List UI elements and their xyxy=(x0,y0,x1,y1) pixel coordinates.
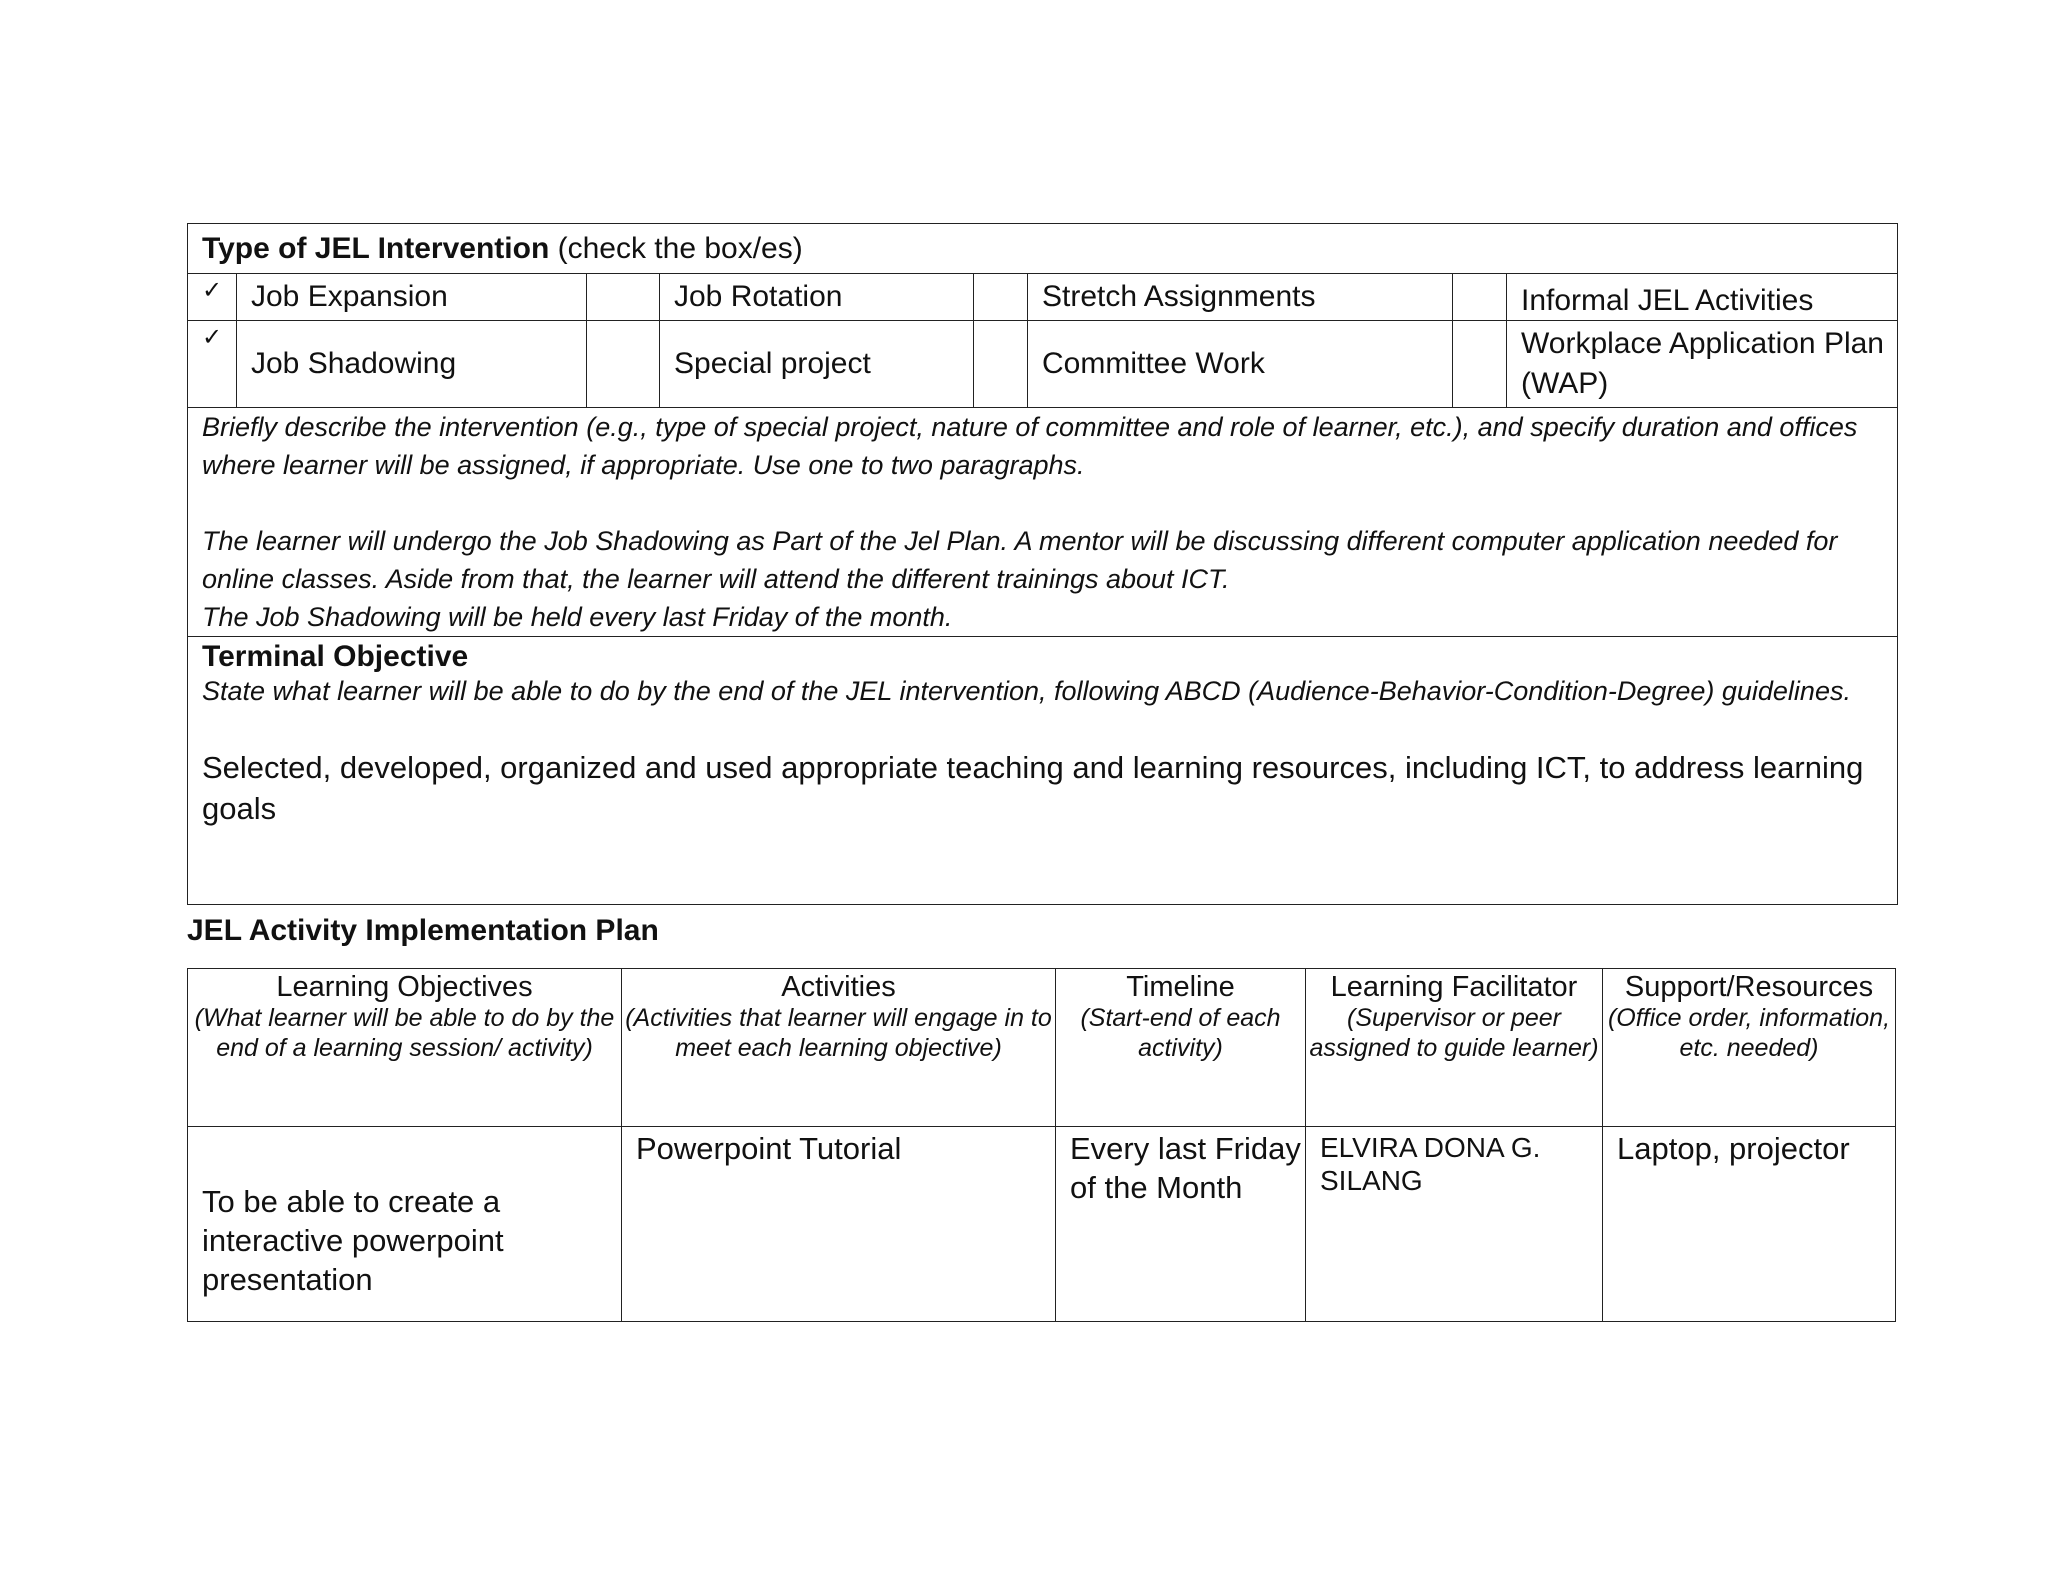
cell-learning-objective: To be able to create a interactive powerpoint presentation xyxy=(188,1127,622,1322)
checkbox-committee-work[interactable] xyxy=(974,321,1028,408)
column-subtitle: (Start-end of each activity) xyxy=(1080,1004,1281,1062)
intervention-title-hint: (check the box/es) xyxy=(549,232,803,265)
column-header-activities xyxy=(622,969,1056,1127)
column-title: Activities xyxy=(781,971,896,1003)
terminal-objective-cell xyxy=(188,637,1898,905)
column-subtitle: (Supervisor or peer assigned to guide learner) xyxy=(1309,1004,1599,1062)
terminal-objective-instruction: State what learner will be able to do by the end of the JEL intervention, following ABCD (Audience-Behavior-Condition-Degree) guidelines. xyxy=(202,676,1851,706)
checkbox-job-rotation[interactable] xyxy=(587,274,660,321)
column-header-timeline xyxy=(1056,969,1306,1127)
option-job-expansion: Job Expansion xyxy=(237,274,587,321)
intervention-description-cell xyxy=(188,408,1898,637)
table-row xyxy=(188,1127,1896,1322)
cell-support-resources: Laptop, projector xyxy=(1603,1127,1896,1322)
plan-header-row xyxy=(188,969,1896,1127)
plan-heading: JEL Activity Implementation Plan xyxy=(187,914,659,947)
intervention-title xyxy=(188,224,1898,274)
option-workplace-application-plan: Workplace Application Plan (WAP) xyxy=(1507,321,1898,408)
option-job-rotation: Job Rotation xyxy=(660,274,974,321)
option-stretch-assignments: Stretch Assignments xyxy=(1028,274,1453,321)
description-paragraph-2: The Job Shadowing will be held every last Friday of the month. xyxy=(202,602,953,632)
option-job-shadowing: Job Shadowing xyxy=(237,321,587,408)
column-header-learning-objectives xyxy=(188,969,622,1127)
terminal-objective-text: Selected, developed, organized and used appropriate teaching and learning resources, including ICT, to address learning goals xyxy=(202,750,1864,826)
jel-intervention-table xyxy=(187,223,1898,905)
description-instruction: Briefly describe the intervention (e.g., type of special project, nature of committee and role of learner, etc.), and specify duration and offices where learner will be assigned, if appropriate. Use one to two paragraphs. xyxy=(202,412,1858,480)
option-special-project: Special project xyxy=(660,321,974,408)
column-title: Learning Objectives xyxy=(276,971,533,1003)
checkbox-workplace-application-plan[interactable] xyxy=(1453,321,1507,408)
column-title: Support/Resources xyxy=(1624,971,1874,1003)
description-paragraph-1: The learner will undergo the Job Shadowing as Part of the Jel Plan. A mentor will be discussing different computer application needed for online classes. Aside from that, the learner will attend the different trainings about ICT. xyxy=(202,526,1838,594)
cell-learning-facilitator: ELVIRA DONA G. SILANG xyxy=(1306,1127,1603,1322)
checkbox-special-project[interactable] xyxy=(587,321,660,408)
column-title: Timeline xyxy=(1126,971,1235,1003)
column-subtitle: (Office order, information, etc. needed) xyxy=(1607,1004,1891,1062)
column-subtitle: (What learner will be able to do by the end of a learning session/ activity) xyxy=(194,1004,615,1062)
column-header-learning-facilitator xyxy=(1306,969,1603,1127)
implementation-plan-table xyxy=(187,968,1896,1322)
option-informal-jel-activities: Informal JEL Activities xyxy=(1507,274,1898,321)
option-committee-work: Committee Work xyxy=(1028,321,1453,408)
cell-activity: Powerpoint Tutorial xyxy=(622,1127,1056,1322)
column-title: Learning Facilitator xyxy=(1330,971,1578,1003)
column-subtitle: (Activities that learner will engage in to meet each learning objective) xyxy=(625,1004,1052,1062)
terminal-objective-title: Terminal Objective xyxy=(202,640,469,673)
column-header-support-resources xyxy=(1603,969,1896,1127)
cell-timeline: Every last Friday of the Month xyxy=(1056,1127,1306,1322)
checkbox-job-shadowing[interactable]: ✓ xyxy=(188,321,237,408)
checkbox-informal-jel-activities[interactable] xyxy=(1453,274,1507,321)
checkbox-stretch-assignments[interactable] xyxy=(974,274,1028,321)
intervention-title-bold: Type of JEL Intervention xyxy=(202,232,550,265)
checkbox-job-expansion[interactable]: ✓ xyxy=(188,274,237,321)
